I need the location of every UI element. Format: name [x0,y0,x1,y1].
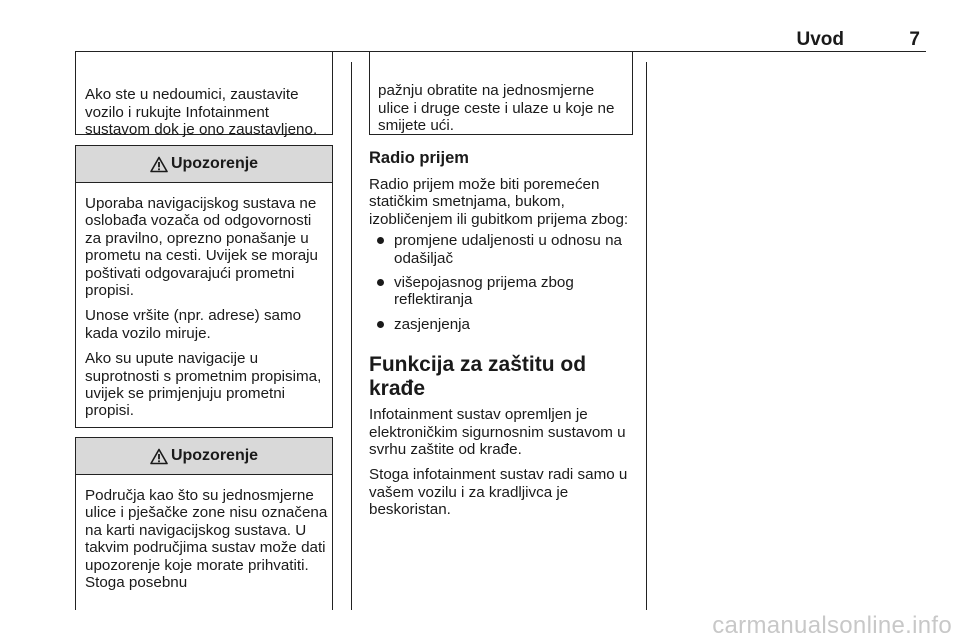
list-item [369,274,637,309]
column-divider-left [351,62,352,610]
list-item-text: višepojasnog prijema zbog reflektiranja [394,274,574,309]
continued-warning-text: pažnju obratite na jednosmjerne ulice i druge ceste i ulaze u koje ne smijete ući. [378,82,615,134]
list-item [369,316,637,333]
bullet-icon [377,237,384,244]
warning2-paragraph: Područja kao što su jednosmjerne ulice i pješačke zone nisu označena na karti navigacijskog sustava. U takvim područjima sustav može dati upozorenje koje morate prihvatiti. Stoga posebnu [85,487,328,592]
bullet-icon [377,321,384,328]
warning-title-2: Upozorenje [170,447,259,464]
warning-triangle-icon [150,156,168,173]
warning-box-2 [75,437,333,610]
continued-note-box [75,51,333,138]
warning-triangle-icon [150,448,168,465]
theft-paragraph: Infotainment sustav opremljen je elektroničkim sigurnosnim sustavom u svrhu zaštite od krađe. [369,406,626,459]
radio-text: Radio prijem može biti poremećen statičkim smetnjama, bukom, izobličenjem ili gubitkom prijema zbog: [369,176,629,228]
continued-warning-box [369,51,633,135]
warning1-paragraph: Uporaba navigacijskog sustava ne oslobađa vozača od odgovornosti za pravilno, oprezno ponašanje u prometu na cesti. Uvijek se moraju poštivati odgovarajući prometni propisi. [85,195,318,300]
warning-header-1 [76,146,332,183]
list-item-text: promjene udaljenosti u odnosu na odašiljač [394,232,622,267]
list-item [369,232,637,267]
radio-heading: Radio prijem [369,149,469,167]
warning-body-1 [76,183,332,420]
list-item-text: zasjenjenja [394,315,470,333]
theft-heading: Funkcija za zaštitu od krađe [369,353,587,401]
page-header [75,30,926,50]
page-number: 7 [909,29,920,50]
warning-title-1: Upozorenje [170,155,259,172]
header-title: Uvod [796,29,844,50]
warning-header-2 [76,438,332,475]
warning1-paragraph: Unose vršite (npr. adrese) samo kada vozilo miruje. [85,307,302,342]
theft-paragraph: Stoga infotainment sustav radi samo u vašem vozilu i za kradljivca je beskoristan. [369,466,628,519]
bullet-icon [377,279,384,286]
radio-bullet-list [369,232,637,333]
watermark: carmanualsonline.info [712,612,952,639]
warning-body-2 [76,475,332,591]
continued-note-text: Ako ste u nedoumici, zaustavite vozilo i rukujte Infotainment sustavom dok je ono zaustavljeno. [85,86,318,138]
warning-box-1 [75,145,333,428]
right-column-content [369,148,637,519]
warning1-paragraph: Ako su upute navigacije u suprotnosti s prometnim propisima, uvijek se primjenjuju prometni propisi. [85,350,322,420]
column-divider-right [646,62,647,610]
